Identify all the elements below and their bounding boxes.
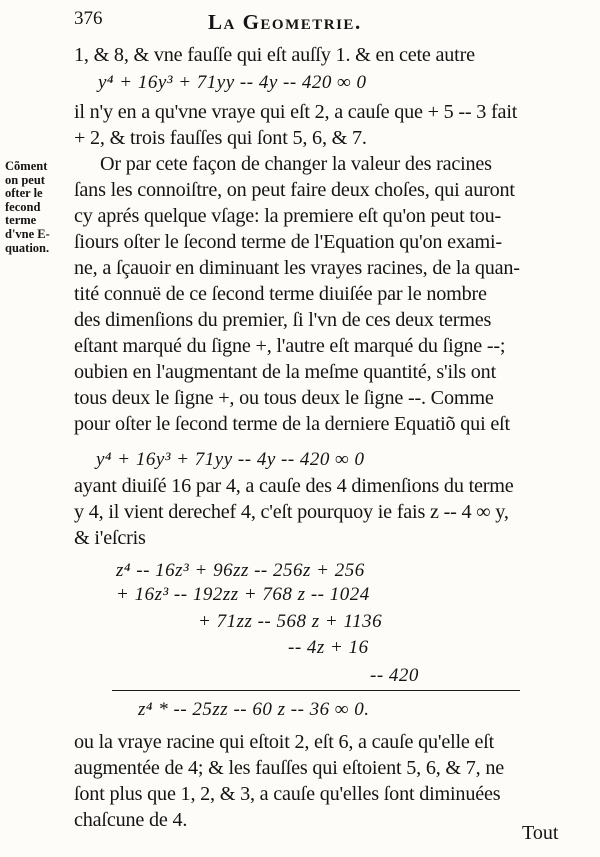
text-line: 1, & 8, & vne fauſſe qui eſt auſſy 1. & en cete autre [74,44,475,66]
text-line: ne, a ſçauoir en diminuant les vrayes racines, de la quan- [74,257,520,279]
page-header [70,6,580,36]
computation-row: + 71zz -- 568 z + 1136 [198,611,383,632]
text-line: pour oſter le ſecond terme de la derniere Equatiõ qui eſt [74,413,510,435]
text-line: tous deux le ſigne +, ou tous deux le ſigne --. Comme [74,387,494,409]
text-line: eſtant marqué du ſigne +, l'autre eſt marqué du ſigne --; [74,335,506,357]
catchword: Tout [522,822,559,844]
text-line: chaſcune de 4. [74,809,188,831]
text-line: ayant diuiſé 16 par 4, a cauſe des 4 dimenſions du terme [74,475,514,497]
equation: y⁴ + 16y³ + 71yy -- 4y -- 420 ∞ 0 [96,449,365,470]
text-line: augmentée de 4; & les fauſſes qui eſtoient 5, 6, & 7, ne [74,757,505,779]
text-line: il n'y en a qu'vne vraye qui eſt 2, a cauſe que + 5 -- 3 fait [74,101,518,123]
running-title: La Geometrie. [208,10,362,34]
text-line: ſont plus que 1, 2, & 3, a cauſe qu'elles ſont diminuées [74,783,501,805]
computation-row: z⁴ -- 16z³ + 96zz -- 256z + 256 [116,560,365,581]
text-line: + 2, & trois fauſſes qui ſont 5, 6, & 7. [74,127,367,149]
margin-note: Cõment on peut ofter le fecond terme d'vne E- quation. [5,159,50,255]
equation: y⁴ + 16y³ + 71yy -- 4y -- 420 ∞ 0 [98,72,367,93]
text-line: ſans les connoiſtre, on peut faire deux choſes, qui auront [74,179,515,201]
text-line: & i'eſcris [74,527,146,549]
sum-rule [112,690,520,691]
text-line: ou la vraye racine qui eſtoit 2, eſt 6, a cauſe qu'elle eſt [74,731,495,753]
text-line: ſiours oſter le ſecond terme de l'Equation qu'on exami- [74,231,502,253]
result-equation: z⁴ * -- 25zz -- 60 z -- 36 ∞ 0. [138,699,370,720]
computation-row: -- 420 [370,665,419,686]
page-number: 376 [74,8,103,29]
computation-row: + 16z³ -- 192zz + 768 z -- 1024 [116,584,370,605]
text-line: tité connuë de ce ſecond terme diuiſée par le nombre [74,283,487,305]
text-line: des dimenſions du premier, ſi l'vn de ces deux termes [74,309,492,331]
computation-row: -- 4z + 16 [288,637,369,658]
text-line: y 4, il vient derechef 4, c'eſt pourquoy ie fais z -- 4 ∞ y, [74,501,509,523]
text-line: oubien en l'augmentant de la meſme quantité, s'ils ont [74,361,496,383]
text-line: cy aprés quelque vſage: la premiere eſt qu'on peut tou- [74,205,502,227]
text-line: Or par cete façon de changer la valeur des racines [100,153,492,175]
